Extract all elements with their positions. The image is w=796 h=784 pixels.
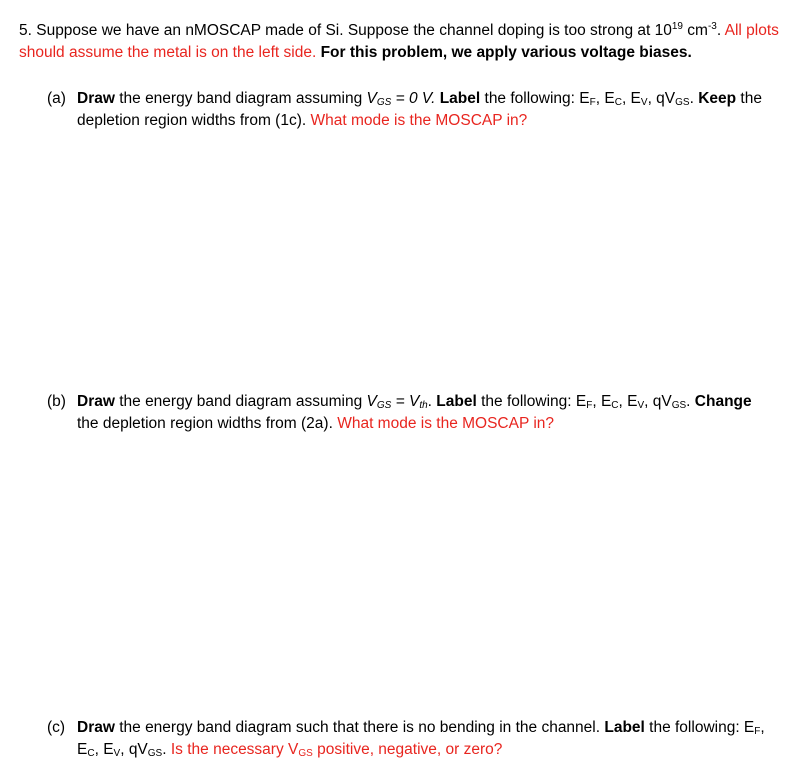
intro-text: 5. Suppose we have an nMOSCAP made of Si. Suppose the channel doping is too strong at 10	[19, 22, 672, 39]
text-segment: the following: E	[476, 393, 587, 410]
problem-intro	[19, 20, 789, 64]
text-segment: the energy band diagram assuming	[114, 393, 367, 410]
text-segment: , E	[77, 719, 765, 758]
ev-subscript: V	[637, 400, 645, 411]
question-a-label: (a)	[47, 90, 66, 107]
question-a	[47, 88, 777, 132]
question-a-mode: What mode is the MOSCAP in?	[310, 112, 528, 129]
question-c-label: (c)	[47, 719, 66, 736]
question-c-text	[77, 717, 777, 761]
ev-subscript: V	[640, 97, 648, 108]
text-segment: , qV	[120, 741, 148, 758]
text-segment: the energy band diagram such that there is no bending in the channel.	[114, 719, 605, 736]
text-segment: , E	[618, 393, 638, 410]
label-word: Label	[439, 90, 481, 107]
qvgs-subscript: GS	[147, 748, 163, 759]
text-segment: the depletion region widths from (1c).	[77, 90, 762, 129]
question-c-vgs-subscript: GS	[298, 748, 313, 759]
label-word: Label	[604, 719, 645, 736]
text-segment: , qV	[644, 393, 672, 410]
text-segment: .	[162, 741, 171, 758]
vgs-value: = 0 V.	[391, 90, 440, 107]
question-b-label: (b)	[47, 393, 66, 410]
text-segment: the depletion region widths from (2a).	[77, 415, 338, 432]
label-word: Label	[436, 393, 477, 410]
vgs-symbol: V	[366, 90, 377, 107]
ec-subscript: C	[87, 748, 95, 759]
question-c-text-1: Is the necessary V	[170, 741, 299, 758]
draw-word: Draw	[77, 90, 115, 107]
equals-sign: =	[391, 393, 409, 410]
unit-exponent: -3	[707, 21, 717, 32]
ec-subscript: C	[611, 400, 619, 411]
ef-subscript: F	[754, 726, 761, 737]
ev-subscript: V	[113, 748, 121, 759]
question-b-mode: What mode is the MOSCAP in?	[337, 415, 555, 432]
qvgs-subscript: GS	[675, 97, 690, 108]
text-segment: .	[686, 393, 695, 410]
ef-subscript: F	[589, 97, 596, 108]
draw-word: Draw	[77, 719, 115, 736]
vgs-subscript: GS	[376, 97, 392, 108]
text-segment: the following: E	[644, 719, 755, 736]
vth-symbol: V	[408, 393, 420, 410]
draw-word: Draw	[77, 393, 115, 410]
vgs-symbol: V	[366, 393, 377, 410]
question-c-text-2: positive, negative, or zero?	[312, 741, 503, 758]
text-segment: , E	[621, 90, 641, 107]
text-segment: the following: E	[480, 90, 590, 107]
question-b-text	[77, 391, 777, 435]
qvgs-subscript: GS	[671, 400, 687, 411]
intro-bold-note: For this problem, we apply various voltage biases.	[320, 44, 692, 61]
vth-subscript: th	[419, 400, 428, 411]
ef-subscript: F	[586, 400, 593, 411]
text-segment: , E	[595, 90, 615, 107]
intro-punct: .	[716, 22, 725, 39]
intro-unit: cm	[683, 22, 708, 39]
question-b	[47, 391, 777, 435]
text-segment: , E	[94, 741, 114, 758]
doping-exponent: 19	[671, 21, 683, 32]
question-c-sign	[171, 741, 503, 758]
question-a-text	[77, 88, 777, 132]
text-segment: , qV	[647, 90, 676, 107]
text-segment: the energy band diagram assuming	[114, 90, 367, 107]
ec-subscript: C	[614, 97, 622, 108]
text-segment: , E	[592, 393, 612, 410]
keep-word: Keep	[698, 90, 737, 107]
question-c	[47, 717, 777, 761]
vgs-subscript: GS	[376, 400, 392, 411]
intro-red-note: All plots should assume the metal is on the left side.	[19, 22, 779, 61]
text-segment: .	[427, 393, 437, 410]
text-segment: .	[689, 90, 699, 107]
change-word: Change	[694, 393, 752, 410]
